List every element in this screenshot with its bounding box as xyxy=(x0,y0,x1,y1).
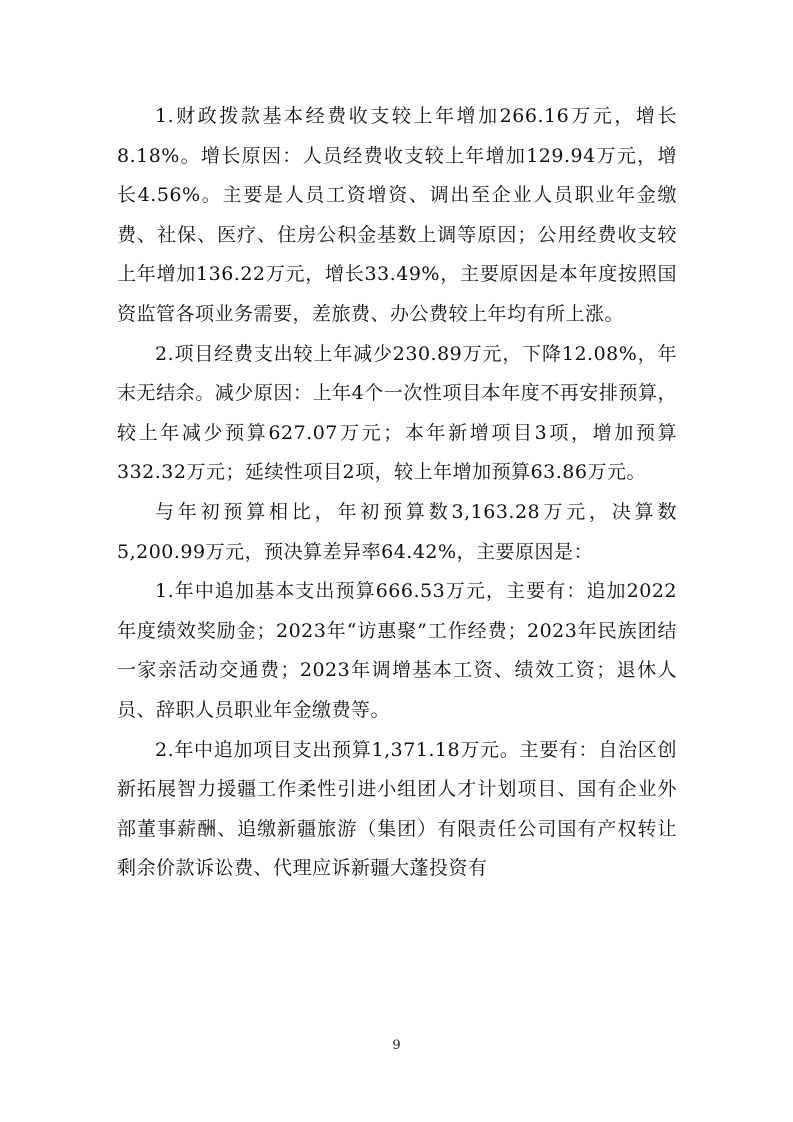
paragraph-project-supplement: 2.年中追加项目支出预算1,371.18万元。主要有：自治区创新拓展智力援疆工作柔性引进小组团人才计划项目、国有企业外部董事薪酬、追缴新疆旅游（集团）有限责任公司国有产权转让剩余价款诉讼费、代理应诉新疆大蓬投资有 xyxy=(117,738,677,880)
paragraph-budget-comparison: 与年初预算相比，年初预算数3,163.28万元，决算数5,200.99万元，预决算差异率64.42%，主要原因是： xyxy=(117,500,677,563)
document-body xyxy=(117,97,677,889)
paragraph-project-funding: 2.项目经费支出较上年减少230.89万元，下降12.08%，年末无结余。减少原因：上年4个一次性项目本年度不再安排预算，较上年减少预算627.07万元；本年新增项目3项，增加预算332.32万元；延续性项目2项，较上年增加预算63.86万元。 xyxy=(117,342,677,484)
paragraph-basic-funding: 1.财政拨款基本经费收支较上年增加266.16万元，增长8.18%。增长原因：人员经费收支较上年增加129.94万元，增长4.56%。主要是人员工资增资、调出至企业人员职业年金缴费、社保、医疗、住房公积金基数上调等原因；公用经费收支较上年增加136.22万元，增长33.49%，主要原因是本年度按照国资监管各项业务需要，差旅费、办公费较上年均有所上涨。 xyxy=(117,105,677,325)
page-number: 9 xyxy=(392,1038,401,1053)
paragraph-basic-supplement: 1.年中追加基本支出预算666.53万元，主要有：追加2022年度绩效奖励金；2023年“访惠聚”工作经费；2023年民族团结一家亲活动交通费；2023年调增基本工资、绩效工资；退休人员、辞职人员职业年金缴费等。 xyxy=(117,580,677,721)
